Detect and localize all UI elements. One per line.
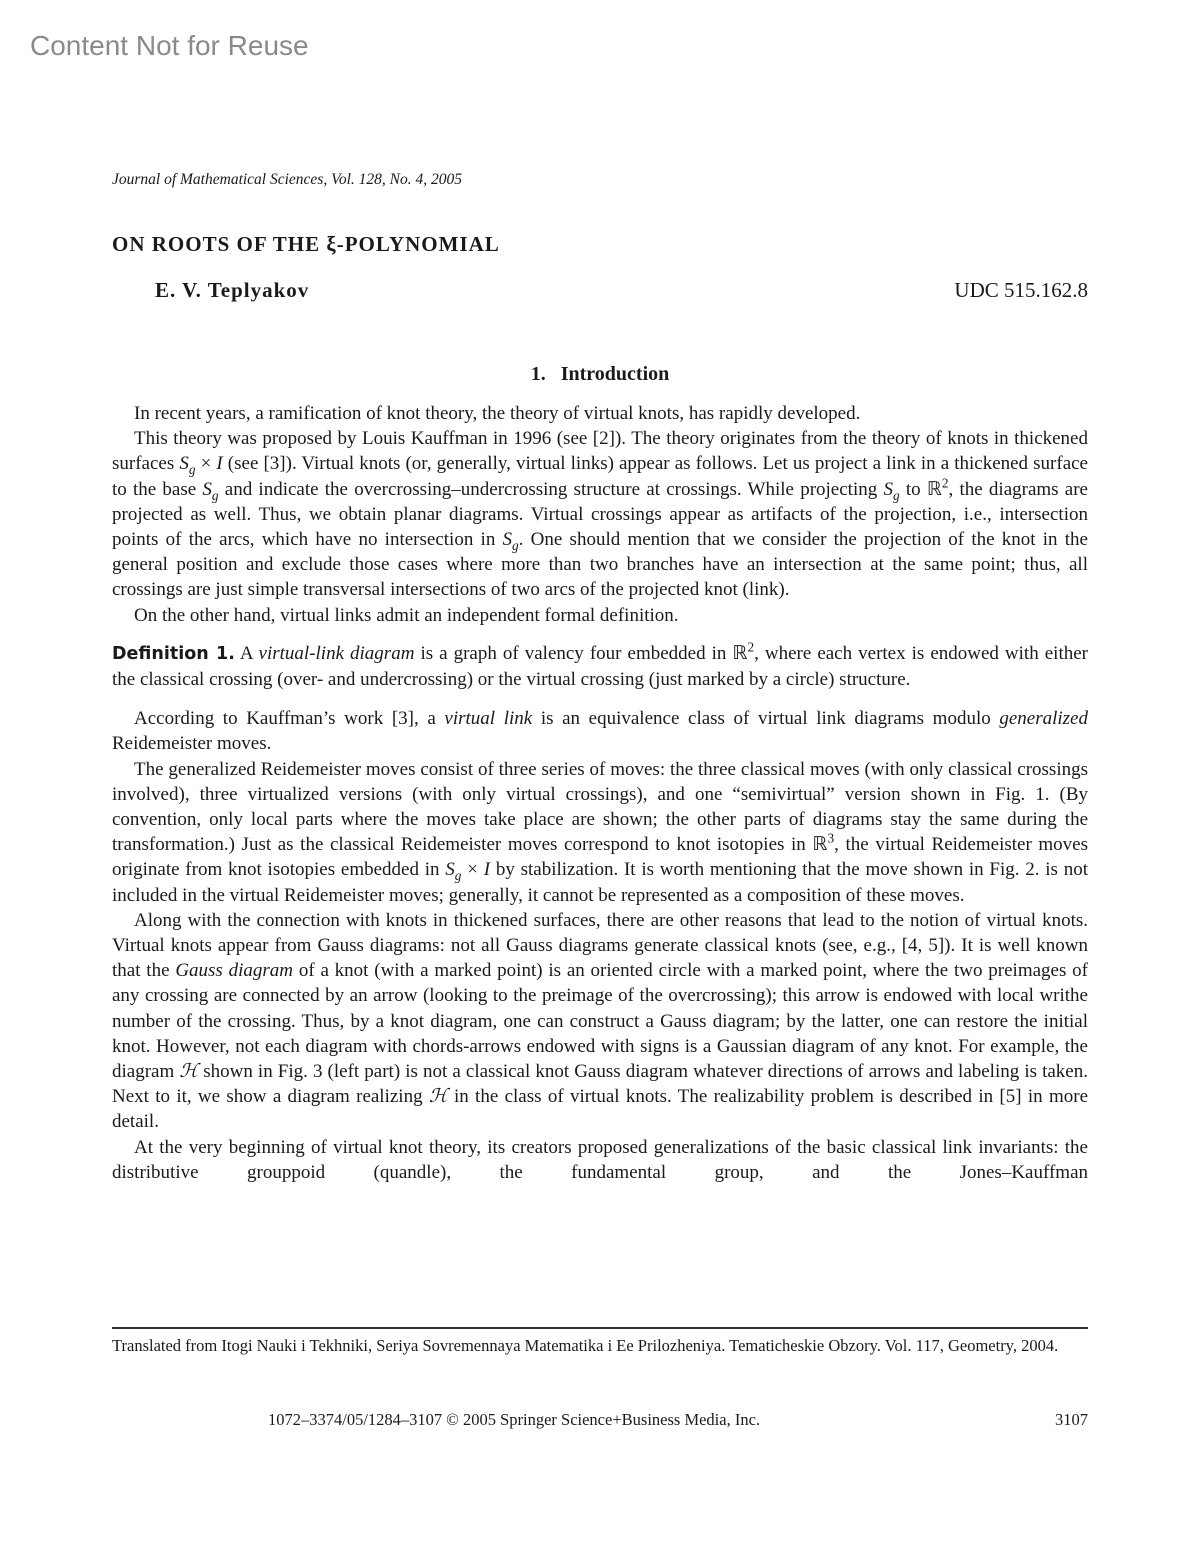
text-run: Reidemeister moves. bbox=[112, 733, 272, 755]
math-or-emphasis: ℋ bbox=[428, 1086, 448, 1108]
text-run: Along with the connection with knots in thickened surfaces, there are other reasons that lead to the notion of virtual knots. Virtual knots appear from Gauss diagrams: not all Gauss diagrams generate classical knots (see, e.g., [4, 5]). It is well known that the bbox=[112, 909, 1088, 982]
math-or-emphasis: generalized bbox=[999, 708, 1088, 730]
math-or-emphasis: ℋ bbox=[179, 1061, 199, 1083]
math-or-emphasis: I bbox=[483, 859, 491, 881]
text-run: in the class of virtual knots. The realizability problem is described in [5] in more detail. bbox=[112, 1086, 1088, 1133]
math-or-emphasis: S bbox=[445, 859, 455, 881]
definition-label: Definition 1. bbox=[112, 643, 235, 664]
math-or-emphasis: 2 bbox=[941, 475, 949, 491]
footnote-rule bbox=[112, 1327, 1088, 1329]
text-run: × bbox=[461, 859, 484, 881]
text-run: is an equivalence class of virtual link diagrams modulo bbox=[532, 708, 1000, 730]
text-run: shown in Fig. 3 (left part) is not a classical knot Gauss diagram whatever directions of arrows and labeling is taken. Next to it, we show a diagram realizing bbox=[112, 1061, 1088, 1108]
paragraph bbox=[112, 706, 1088, 756]
paragraph bbox=[112, 757, 1088, 908]
footnote: Translated from Itogi Nauki i Tekhniki, Seriya Sovremennaya Matematika i Ee Prilozheniya. Tematicheskie Obzory. Vol. 117, Geometry, 2004. bbox=[112, 1336, 1059, 1355]
text-run: , where each vertex is endowed with either the classical crossing (over- and undercrossing) or the virtual crossing (just marked by a circle) structure. bbox=[112, 642, 1088, 691]
paragraph bbox=[112, 1135, 1088, 1185]
math-or-emphasis: S bbox=[202, 478, 212, 500]
author: E. V. Teplyakov bbox=[155, 278, 310, 302]
section-title: Introduction bbox=[560, 363, 670, 385]
math-or-emphasis: Gauss diagram bbox=[175, 960, 294, 982]
copyright-line: 1072–3374/05/1284–3107 © 2005 Springer Science+Business Media, Inc. bbox=[268, 1410, 761, 1429]
text-run: , the virtual Reidemeister moves originate from knot isotopies embedded in bbox=[112, 834, 1089, 881]
paragraph bbox=[112, 908, 1088, 1135]
body-text bbox=[112, 401, 1088, 1185]
text-run: According to Kauffman’s work [3], a bbox=[134, 708, 445, 730]
paragraph bbox=[112, 401, 1088, 426]
math-or-emphasis: g bbox=[512, 537, 519, 553]
section-heading bbox=[0, 363, 1200, 386]
text-run: At the very beginning of virtual knot theory, its creators proposed generalizations of the basic classical link invariants: the distributive grouppoid (quandle), the fundamental group, and the Jones–Kauffman bbox=[112, 1136, 1088, 1183]
section-number: 1. bbox=[530, 363, 546, 385]
paragraph bbox=[112, 426, 1088, 602]
page-number: 3107 bbox=[1055, 1410, 1088, 1429]
journal-citation: Journal of Mathematical Sciences, Vol. 128, No. 4, 2005 bbox=[112, 171, 462, 188]
text-run: , the diagrams are projected as well. Thus, we obtain planar diagrams. Virtual crossings appear as artifacts of the projection, i.e., intersection points of the arcs, which have no intersection in bbox=[112, 478, 1088, 551]
text-run: by stabilization. It is worth mentioning that the move shown in Fig. 2. is not included in the virtual Reidemeister moves; generally, it cannot be represented as a composition of these moves. bbox=[112, 859, 1088, 906]
definition bbox=[112, 641, 1088, 692]
math-or-emphasis: g bbox=[188, 462, 196, 478]
udc-code: UDC 515.162.8 bbox=[954, 278, 1088, 302]
math-or-emphasis: 3 bbox=[827, 830, 835, 846]
math-or-emphasis: S bbox=[502, 529, 513, 551]
text-run: . One should mention that we consider the projection of the knot in the general position and exclude those cases where more than two branches have an intersection at the same point; thus, all crossings are just simple transversal intersections of two arcs of the projected knot (link). bbox=[112, 529, 1088, 601]
text-run: On the other hand, virtual links admit an independent formal definition. bbox=[134, 604, 679, 626]
text-run: to ℝ bbox=[899, 478, 942, 500]
watermark: Content Not for Reuse bbox=[30, 30, 309, 61]
math-or-emphasis: 2 bbox=[747, 639, 755, 655]
text-run: and indicate the overcrossing–undercrossing structure at crossings. While projecting bbox=[218, 478, 884, 500]
text-run: is a graph of valency four embedded in ℝ bbox=[414, 642, 748, 664]
text-run: A bbox=[234, 642, 259, 664]
math-or-emphasis: virtual-link diagram bbox=[258, 642, 415, 664]
text-run: of a knot (with a marked point) is an oriented circle with a marked point, where the two preimages of any crossing are connected by an arrow (looking to the preimage of the overcrossing); this arrow is endowed with local writhe number of the crossing. Thus, by a knot diagram, one can construct a Gauss diagram; by the latter, one can restore the initial knot. However, not each diagram with chords-arrows endowed with signs is a Gaussian diagram of any knot. For example, the diagram bbox=[112, 960, 1089, 1083]
text-run: × bbox=[195, 453, 217, 475]
paper-title: ON ROOTS OF THE ξ-POLYNOMIAL bbox=[112, 232, 500, 256]
math-or-emphasis: I bbox=[216, 453, 223, 475]
math-or-emphasis: S bbox=[179, 453, 189, 475]
math-or-emphasis: virtual link bbox=[444, 708, 533, 730]
text-run: (see [3]). Virtual knots (or, generally, virtual links) appear as follows. Let us project a link in a thickened surface to the base bbox=[112, 453, 1088, 500]
text-run: This theory was proposed by Louis Kauffman in 1996 (see [2]). The theory originates from the theory of knots in thickened surfaces bbox=[112, 428, 1088, 475]
math-or-emphasis: S bbox=[883, 478, 893, 500]
math-or-emphasis: g bbox=[892, 487, 900, 503]
text-run: The generalized Reidemeister moves consist of three series of moves: the three classical moves (with only classical crossings involved), three virtualized versions (with only virtual crossings), and one “semivirtual” version shown in Fig. 1. (By convention, only local parts where the moves take place are shown; the other parts of diagrams stay the same during the transformation.) Just as the classical Reidemeister moves correspond to knot isotopies in ℝ bbox=[112, 758, 1088, 856]
math-or-emphasis: g bbox=[211, 487, 219, 503]
text-run: In recent years, a ramification of knot theory, the theory of virtual knots, has rapidly developed. bbox=[134, 403, 861, 424]
paragraph bbox=[112, 603, 1088, 628]
math-or-emphasis: g bbox=[454, 868, 462, 884]
